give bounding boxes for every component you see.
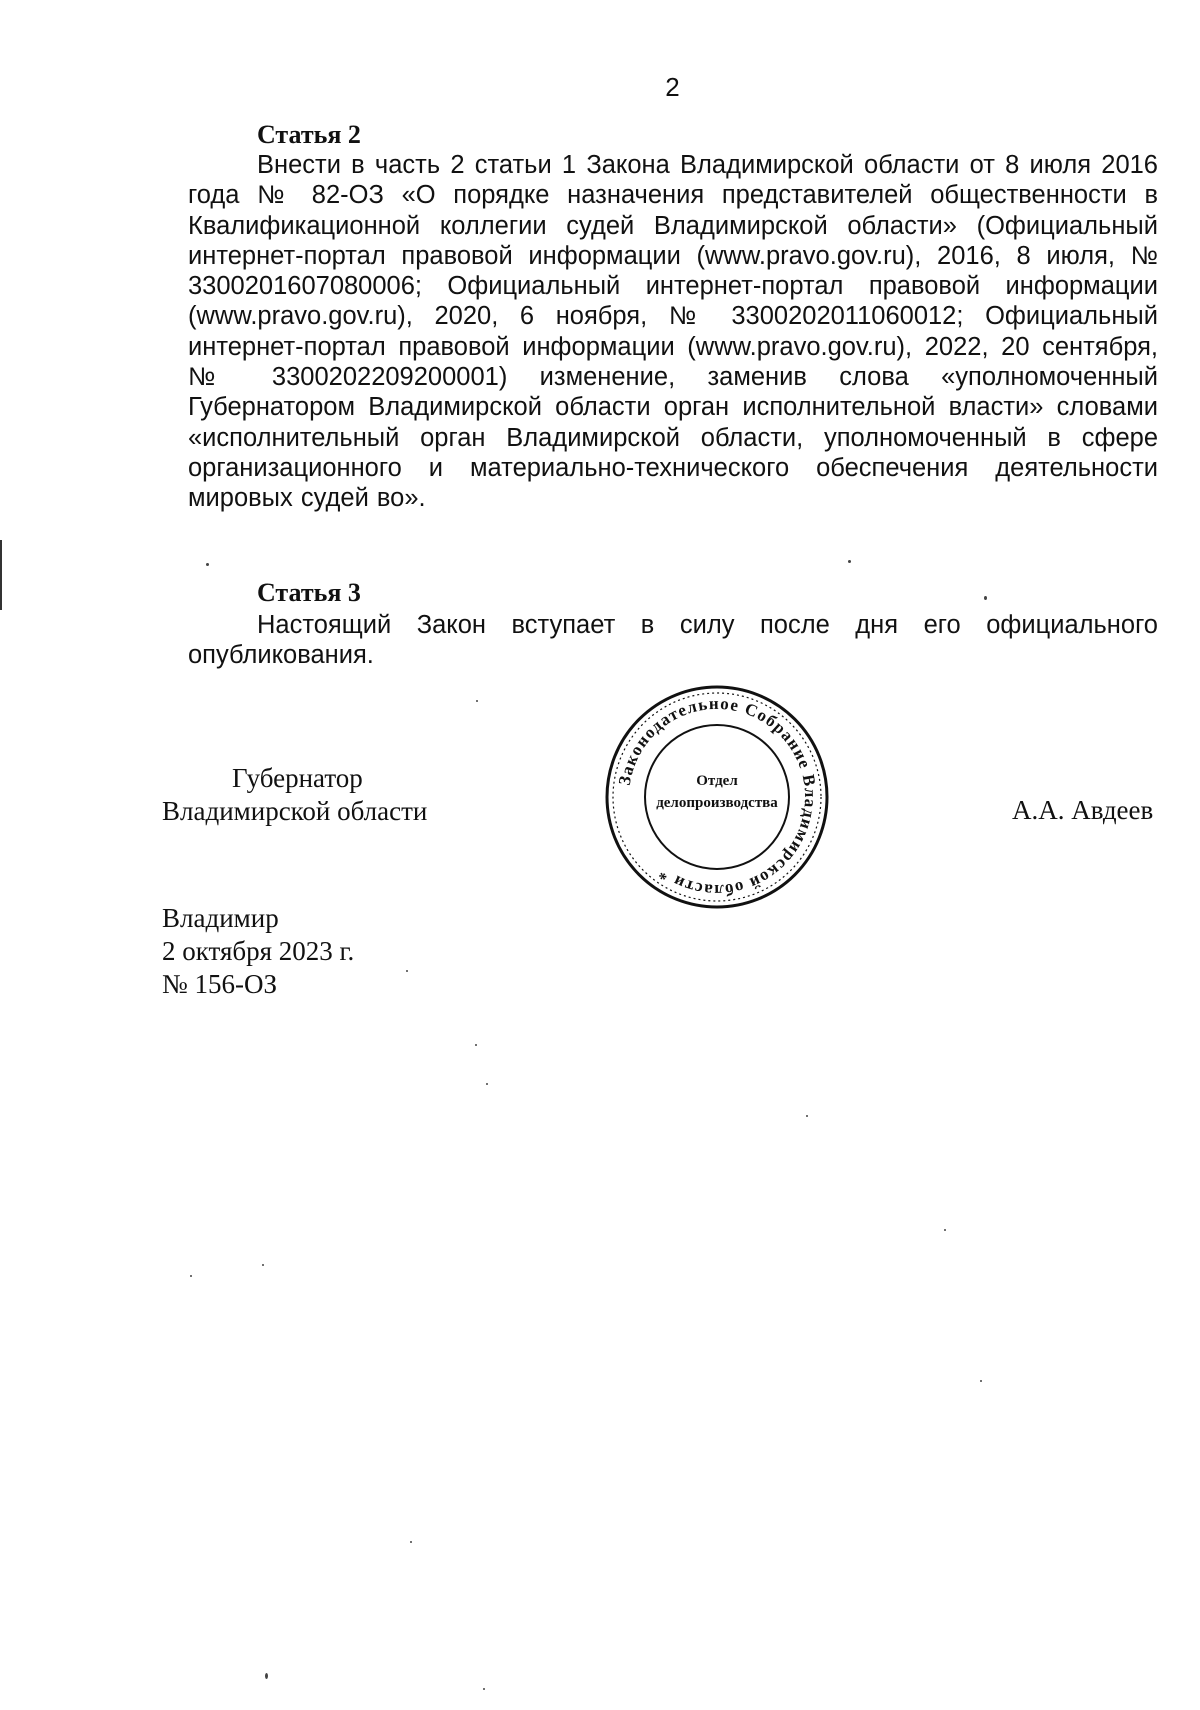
scan-speck [476,700,478,702]
scan-speck [475,1044,477,1046]
signatory-name: А.А. Авдеев [1012,795,1154,825]
scan-speck [262,1264,264,1266]
law-number: № 156-ОЗ [162,969,278,999]
signatory-title [162,762,427,828]
page-number: 2 [665,72,680,102]
article-3-text: Настоящий Закон вступает в силу после дня его официального опубликования. [188,611,1158,670]
scan-speck [406,970,408,972]
scan-speck [206,563,209,566]
scan-speck [190,1275,192,1277]
scan-speck [410,1541,412,1543]
scan-speck [265,1673,268,1679]
scan-speck [848,560,851,563]
scan-speck [483,1688,485,1690]
scan-margin-mark [0,540,2,610]
seal-ring-text: Законодательное Собрание Владимирской области * [614,693,821,901]
scan-speck [806,1115,808,1117]
scan-speck [944,1229,946,1231]
scan-speck [980,1380,982,1382]
scan-speck [486,1083,488,1085]
article-2-heading: Статья 2 [257,120,361,149]
place-date-number [162,902,354,1001]
place-date: 2 октября 2023 г. [162,936,355,966]
official-seal [604,684,830,910]
seal-center-text [604,770,830,814]
place-city: Владимир [162,903,279,933]
signatory-title-line2: Владимирской области [162,796,428,826]
article-2-text: Внести в часть 2 статьи 1 Закона Владимирской области от 8 июля 2016 года № 82-ОЗ «О порядке назначения представителей общественности в Квалификационной коллегии судей Владимирской области» (Официальный интернет-портал правовой информации (www.pravo.gov.ru), 2016, 8 июля, № 3300201607080006; Официальный интернет-портал правовой информации (www.pravo.gov.ru), 2020, 6 ноября, № 3300202011060012; Официальный интернет-портал правовой информации (www.pravo.gov.ru), 2022, 20 сентября, № 3300202209200001) изменение, заменив слова «уполномоченный Губернатором Владимирской области орган исполнительной власти» словами «исполнительный орган Владимирской области, уполномоченный в сфере организационного и материально-технического обеспечения деятельности мировых судей во». [188,151,1158,513]
article-3-heading: Статья 3 [257,578,361,607]
seal-center-line1: Отдел [696,773,738,789]
seal-center-line2: делопроизводства [656,795,778,811]
signatory-title-line1: Губернатор [232,763,363,793]
scan-speck [984,596,987,600]
